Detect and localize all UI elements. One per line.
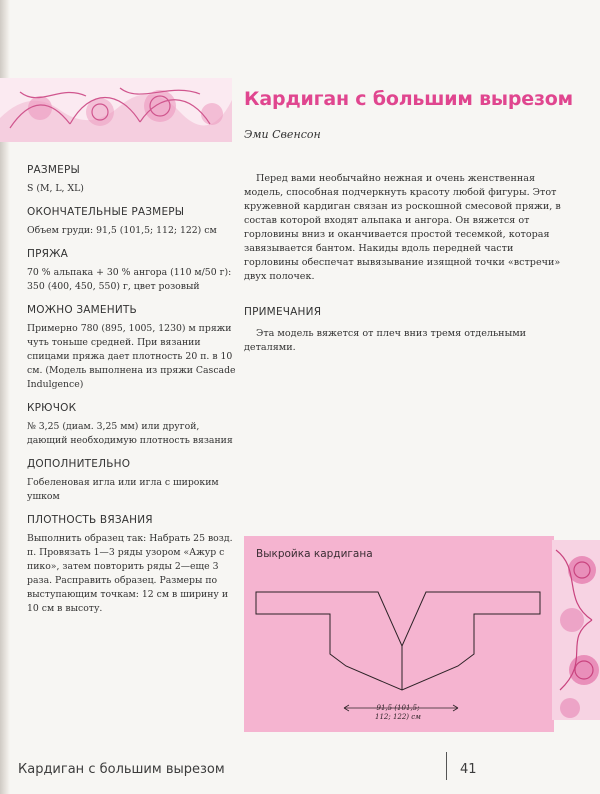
article-author: Эми Свенсон bbox=[244, 128, 321, 141]
spec-heading: ОКОНЧАТЕЛЬНЫЕ РАЗМЕРЫ bbox=[27, 206, 185, 218]
footer-title: Кардиган с большим вырезом bbox=[18, 762, 225, 777]
spec-additional bbox=[27, 458, 237, 504]
measure-line-2: 112; 122) см bbox=[375, 713, 421, 721]
spec-body: № 3,25 (диам. 3,25 мм) или другой, дающий необходимую плотность вязания bbox=[27, 421, 233, 446]
spec-substitute bbox=[27, 304, 237, 392]
spec-heading: ПРЯЖА bbox=[27, 248, 69, 260]
spec-yarn bbox=[27, 248, 237, 294]
spec-body: S (M, L, XL) bbox=[27, 183, 84, 194]
spec-final-sizes bbox=[27, 206, 237, 238]
spec-heading: КРЮЧОК bbox=[27, 402, 77, 414]
notes-text: Эта модель вяжется от плеч вниз тремя отдельными деталями. bbox=[244, 328, 527, 353]
spec-hook bbox=[27, 402, 237, 448]
ornament-floral-right bbox=[552, 540, 600, 720]
spec-heading: ДОПОЛНИТЕЛЬНО bbox=[27, 458, 131, 470]
spec-body: Примерно 780 (895, 1005, 1230) м пряжи чуть тоньше средней. При вязании спицами пряжа дает плотность 20 п. в 10 см. (Модель выполнена из пряжи Cascade Indulgence) bbox=[27, 323, 236, 390]
spec-heading: МОЖНО ЗАМЕНИТЬ bbox=[27, 304, 137, 316]
pattern-label: Выкройка кардигана bbox=[256, 548, 373, 560]
measure-line-1: 91,5 (101,5; bbox=[376, 704, 420, 712]
ornament-floral-top bbox=[0, 78, 232, 142]
spec-heading: РАЗМЕРЫ bbox=[27, 164, 80, 176]
spec-gauge bbox=[27, 514, 237, 616]
specs-column bbox=[27, 164, 237, 626]
spec-body: Объем груди: 91,5 (101,5; 112; 122) см bbox=[27, 225, 217, 236]
article-title: Кардиган с большим вырезом bbox=[244, 88, 573, 110]
article-intro: Перед вами необычайно нежная и очень женственная модель, способная подчеркнуть красоту любой фигуры. Этот кружевной кардиган связан из роскошной смесовой пряжи, в состав которой входят альпака и ангора. Он вяжется от горловины вниз и оканчивается простой тесемкой, которая завязывается бантом. Накиды вдоль передней части горловины обеспечат вывязывание изящной точки «встречи» двух полочек. bbox=[244, 173, 561, 282]
spec-sizes bbox=[27, 164, 237, 196]
chest-measurement bbox=[368, 704, 428, 722]
spec-body: Гобеленовая игла или игла с широким ушком bbox=[27, 477, 219, 502]
spec-body: Выполнить образец так: Набрать 25 возд. п. Провязать 1—3 ряды узором «Ажур с пико», затем повторить ряды 2—еще 3 раза. Расправить образец. Размеры по выступающим точкам: 12 см в ширину и 10 см в высоту. bbox=[27, 533, 233, 614]
footer-divider bbox=[446, 752, 447, 780]
spec-body: 70 % альпака + 30 % ангора (110 м/50 г): 350 (400, 450, 550) г, цвет розовый bbox=[27, 267, 232, 292]
page-number: 41 bbox=[460, 762, 477, 777]
schematic-outline bbox=[256, 592, 540, 690]
spec-heading: ПЛОТНОСТЬ ВЯЗАНИЯ bbox=[27, 514, 153, 526]
notes-heading: ПРИМЕЧАНИЯ bbox=[244, 306, 322, 318]
cardigan-schematic bbox=[244, 536, 554, 732]
